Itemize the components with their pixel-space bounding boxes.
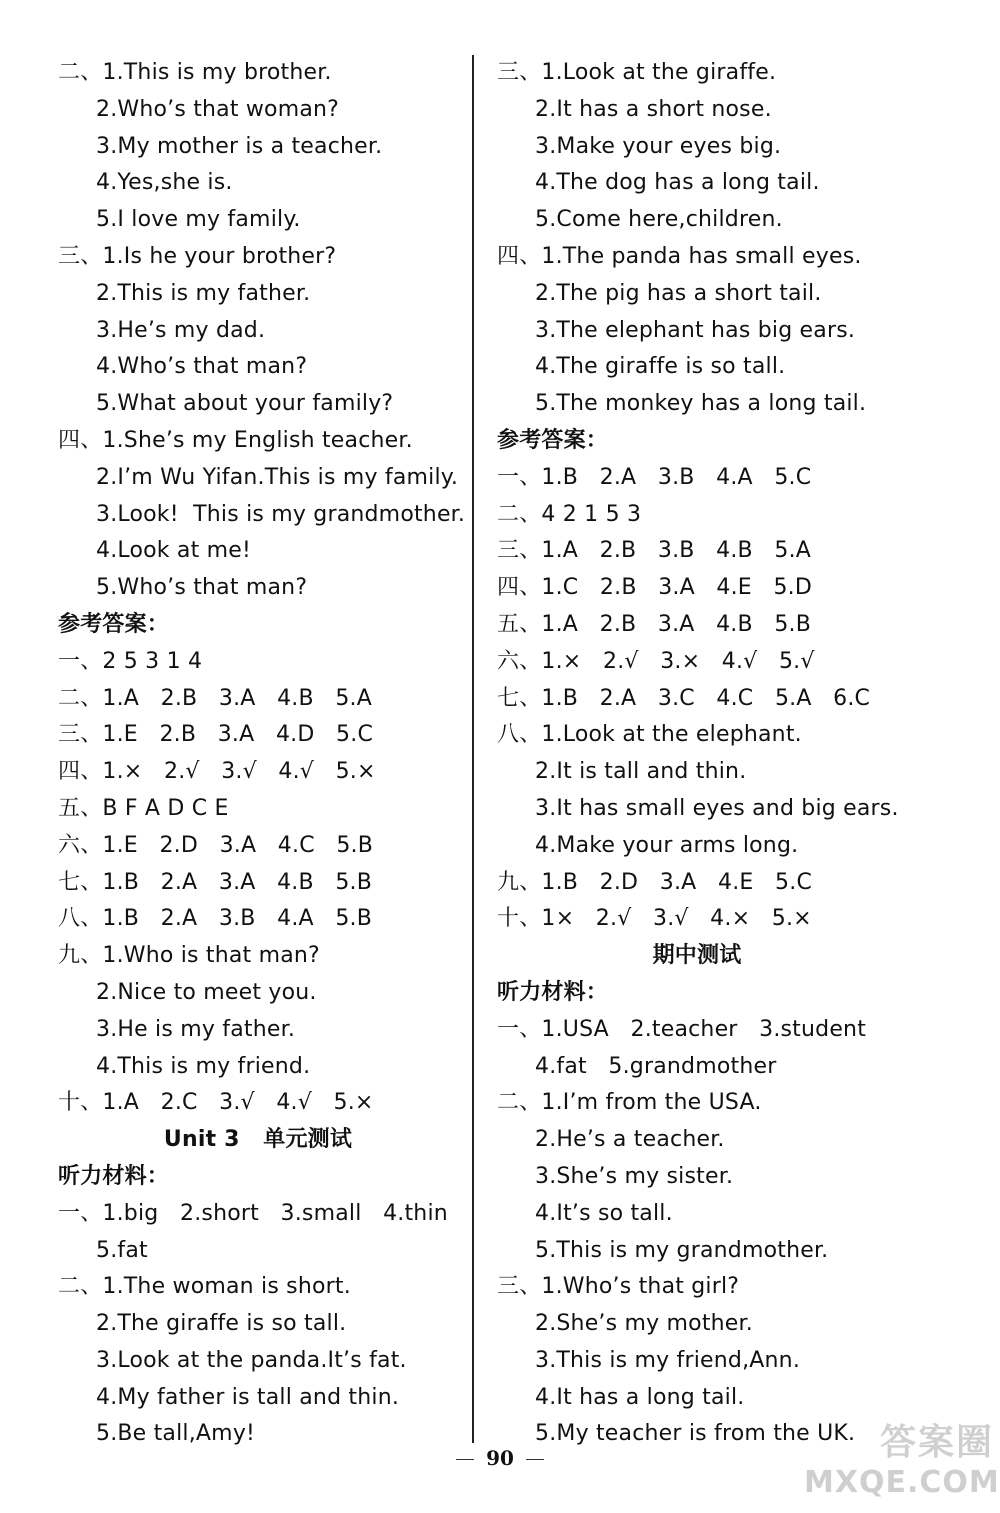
answer-line: 3.Look! This is my grandmother. — [96, 501, 466, 527]
answer-line: 4.It has a long tail. — [535, 1384, 745, 1410]
page-number-dash — [456, 1459, 474, 1460]
watermark-text-top: 答案圈 — [879, 1422, 994, 1463]
answer-line: 3.Make your eyes big. — [535, 133, 782, 159]
answer-line: 4.My father is tall and thin. — [96, 1384, 400, 1410]
answer-line: 4.Yes,she is. — [96, 170, 233, 196]
page-number-dash — [526, 1459, 544, 1460]
answer-line: 4.The giraffe is so tall. — [535, 354, 786, 380]
answer-line: 4.fat 5.grandmother — [535, 1053, 777, 1079]
answer-line: 四、1.She’s my English teacher. — [58, 427, 413, 453]
section-heading: 参考答案： — [497, 427, 609, 453]
answer-line: 5.fat — [96, 1237, 148, 1263]
answer-line: 5.What about your family? — [96, 391, 394, 417]
answer-line: 2.He’s a teacher. — [535, 1127, 725, 1153]
answer-line: 一、1.B 2.A 3.B 4.A 5.C — [497, 464, 812, 490]
answer-line: 八、1.Look at the elephant. — [497, 722, 802, 748]
answer-line: 3.It has small eyes and big ears. — [535, 795, 899, 821]
answer-line: 4.Look at me! — [96, 538, 251, 564]
answer-line: 十、1.A 2.C 3.√ 4.√ 5.× — [58, 1090, 374, 1116]
page-number-text: 90 — [486, 1446, 514, 1470]
answer-line: 2.Who’s that woman? — [96, 96, 340, 122]
answer-line: 2.The pig has a short tail. — [535, 280, 822, 306]
answer-line: 2.It is tall and thin. — [535, 759, 747, 785]
answer-line: 三、1.Look at the giraffe. — [497, 60, 777, 85]
answer-line: 八、1.B 2.A 3.B 4.A 5.B — [58, 906, 373, 932]
answer-line: 四、1.C 2.B 3.A 4.E 5.D — [497, 575, 813, 601]
answer-line: 2.This is my father. — [96, 280, 311, 306]
answer-line: 5.My teacher is from the UK. — [535, 1421, 856, 1447]
answer-line: 一、1.USA 2.teacher 3.student — [497, 1016, 867, 1042]
answer-line: 3.This is my friend,Ann. — [535, 1347, 801, 1373]
answer-line: 5.The monkey has a long tail. — [535, 391, 867, 417]
answer-line: 九、1.B 2.D 3.A 4.E 5.C — [497, 869, 813, 895]
answer-line: 三、1.Who’s that girl? — [497, 1274, 740, 1300]
watermark-text-bottom: MXQE.COM — [804, 1465, 1000, 1500]
left-column — [58, 55, 466, 1453]
answer-line: 4.Who’s that man? — [96, 354, 308, 380]
answer-line: 3.She’s my sister. — [535, 1163, 734, 1189]
answer-line: 二、4 2 1 5 3 — [497, 501, 642, 527]
answer-line: 3.He’s my dad. — [96, 317, 266, 343]
answer-line: 4.The dog has a long tail. — [535, 170, 820, 196]
answer-line: 2.Nice to meet you. — [96, 979, 317, 1005]
answer-line: 七、1.B 2.A 3.C 4.C 5.A 6.C — [497, 685, 871, 711]
answer-line: 4.Make your arms long. — [535, 832, 799, 858]
section-heading: 参考答案： — [58, 611, 170, 637]
answer-line: 五、B F A D C E — [58, 795, 229, 821]
answer-line: 3.The elephant has big ears. — [535, 317, 856, 343]
answer-line: 一、2 5 3 1 4 — [58, 648, 203, 674]
answer-line: 3.He is my father. — [96, 1016, 296, 1042]
answer-line: 四、1.The panda has small eyes. — [497, 243, 862, 269]
unit-title: Unit 3 单元测试 — [163, 1127, 353, 1153]
answer-line: 5.Be tall,Amy! — [96, 1421, 256, 1447]
answer-line: 3.Look at the panda.It’s fat. — [96, 1347, 407, 1373]
answer-line: 3.My mother is a teacher. — [96, 133, 383, 159]
unit-title: 期中测试 — [652, 943, 742, 969]
answer-line: 2.It has a short nose. — [535, 96, 772, 122]
answer-line: 4.This is my friend. — [96, 1053, 311, 1079]
right-column — [497, 55, 897, 1453]
answer-line: 4.It’s so tall. — [535, 1200, 673, 1226]
answer-line: 六、1.× 2.√ 3.× 4.√ 5.√ — [497, 648, 815, 674]
answer-line: 三、1.A 2.B 3.B 4.B 5.A — [497, 538, 812, 564]
answer-line: 5.I love my family. — [96, 207, 301, 233]
answer-line: 二、1.I’m from the USA. — [497, 1090, 762, 1116]
section-heading: 听力材料： — [58, 1163, 170, 1189]
answer-line: 5.Come here,children. — [535, 207, 783, 233]
answer-line: 2.She’s my mother. — [535, 1311, 753, 1337]
answer-line: 二、1.A 2.B 3.A 4.B 5.A — [58, 685, 373, 711]
answer-line: 5.This is my grandmother. — [535, 1237, 829, 1263]
answer-line: 三、1.Is he your brother? — [58, 243, 337, 269]
answer-line: 六、1.E 2.D 3.A 4.C 5.B — [58, 832, 374, 858]
column-divider — [472, 55, 474, 1443]
answer-line: 十、1× 2.√ 3.√ 4.× 5.× — [497, 906, 812, 932]
answer-line: 5.Who’s that man? — [96, 575, 308, 601]
answer-line: 三、1.E 2.B 3.A 4.D 5.C — [58, 722, 374, 748]
answer-line: 七、1.B 2.A 3.A 4.B 5.B — [58, 869, 373, 895]
answer-line: 一、1.big 2.short 3.small 4.thin — [58, 1200, 448, 1226]
answer-line: 二、1.This is my brother. — [58, 60, 332, 85]
answer-line: 2.The giraffe is so tall. — [96, 1311, 347, 1337]
answer-line: 五、1.A 2.B 3.A 4.B 5.B — [497, 611, 812, 637]
answer-line: 九、1.Who is that man? — [58, 943, 320, 969]
answer-line: 二、1.The woman is short. — [58, 1274, 351, 1300]
answer-line: 四、1.× 2.√ 3.√ 4.√ 5.× — [58, 759, 376, 785]
section-heading: 听力材料： — [497, 979, 609, 1005]
answer-line: 2.I’m Wu Yifan.This is my family. — [96, 464, 459, 490]
watermark-logo — [804, 1414, 1000, 1509]
